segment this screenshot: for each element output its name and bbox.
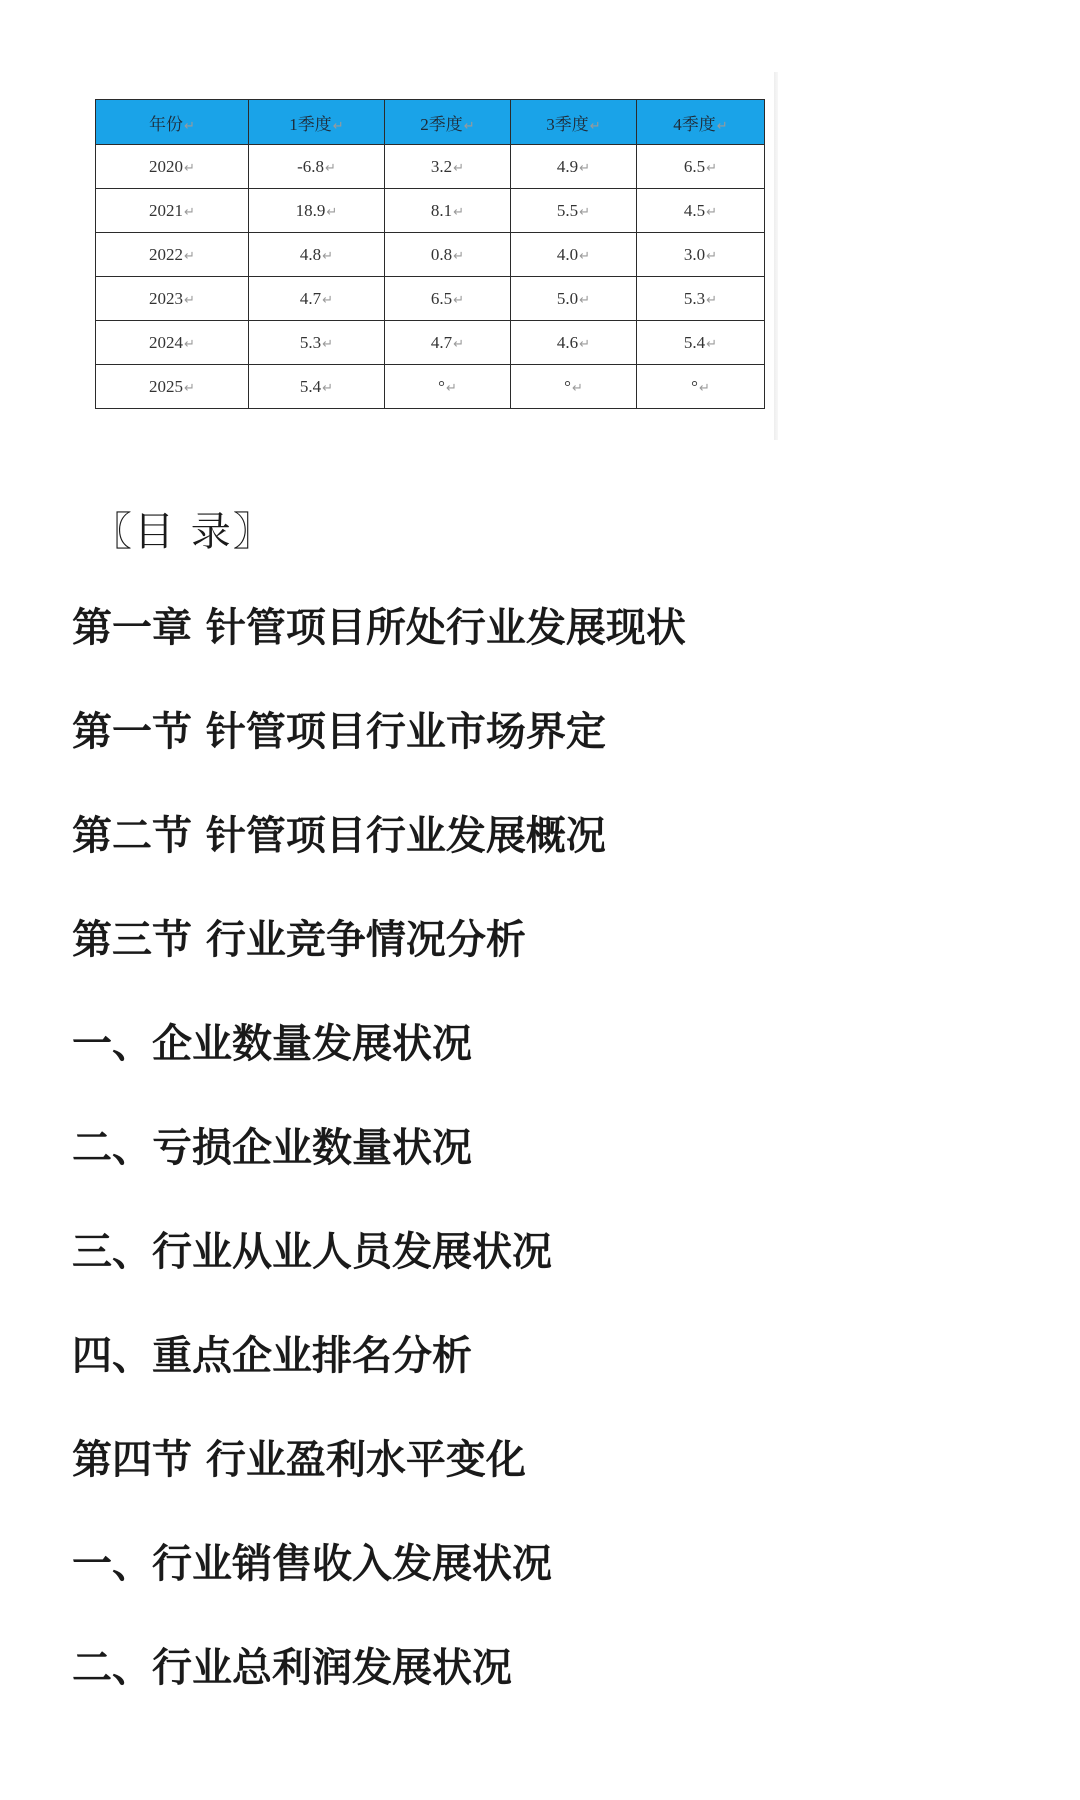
toc-item: 第四节 行业盈利水平变化 bbox=[72, 1437, 526, 1483]
table-row bbox=[96, 189, 765, 233]
cell-text: 4.8 bbox=[299, 244, 322, 264]
return-mark-icon: ↵ bbox=[184, 248, 195, 264]
return-mark-icon: ↵ bbox=[445, 380, 457, 396]
toc-title: 〖目 录〗 bbox=[92, 509, 275, 555]
table-cell bbox=[385, 189, 511, 233]
cell-text: ° bbox=[691, 376, 698, 396]
table-cell bbox=[511, 233, 637, 277]
table-cell bbox=[249, 321, 385, 365]
header-cell-text: 3季度 bbox=[546, 114, 589, 134]
cell-text: 5.0 bbox=[556, 288, 579, 308]
page-edge-shadow bbox=[774, 72, 778, 440]
return-mark-icon: ↵ bbox=[706, 336, 718, 352]
table-cell bbox=[511, 277, 637, 321]
table-cell bbox=[249, 277, 385, 321]
quarterly-data-table-container bbox=[95, 99, 764, 409]
toc-list bbox=[72, 604, 686, 1748]
table-cell bbox=[637, 277, 765, 321]
quarterly-data-table bbox=[95, 99, 765, 409]
return-mark-icon: ↵ bbox=[322, 380, 334, 396]
table-cell bbox=[249, 189, 385, 233]
cell-text: 3.2 bbox=[430, 156, 453, 176]
cell-text: 5.4 bbox=[683, 332, 706, 352]
return-mark-icon: ↵ bbox=[332, 118, 344, 134]
cell-text: 4.7 bbox=[299, 288, 322, 308]
return-mark-icon: ↵ bbox=[579, 248, 591, 264]
cell-text: 5.5 bbox=[556, 200, 579, 220]
return-mark-icon: ↵ bbox=[579, 292, 591, 308]
toc-item: 一、企业数量发展状况 bbox=[72, 1021, 472, 1067]
table-cell bbox=[385, 365, 511, 409]
cell-text: 2020 bbox=[149, 156, 184, 176]
table-cell bbox=[637, 145, 765, 189]
table-cell bbox=[96, 189, 249, 233]
return-mark-icon: ↵ bbox=[706, 292, 718, 308]
header-cell-text: 4季度 bbox=[673, 114, 716, 134]
table-cell bbox=[249, 145, 385, 189]
table-header bbox=[96, 100, 765, 145]
table-cell bbox=[637, 365, 765, 409]
return-mark-icon: ↵ bbox=[698, 380, 710, 396]
cell-text: 5.4 bbox=[299, 376, 322, 396]
cell-text: 4.6 bbox=[556, 332, 579, 352]
return-mark-icon: ↵ bbox=[453, 248, 465, 264]
cell-text: 4.5 bbox=[683, 200, 706, 220]
table-row bbox=[96, 321, 765, 365]
return-mark-icon: ↵ bbox=[184, 292, 195, 308]
return-mark-icon: ↵ bbox=[322, 292, 334, 308]
table-row bbox=[96, 145, 765, 189]
return-mark-icon: ↵ bbox=[579, 160, 591, 176]
return-mark-icon: ↵ bbox=[326, 204, 338, 220]
table-cell bbox=[385, 277, 511, 321]
cell-text: 3.0 bbox=[683, 244, 706, 264]
return-mark-icon: ↵ bbox=[706, 204, 718, 220]
cell-text: 2024 bbox=[149, 332, 184, 352]
cell-text: ° bbox=[564, 376, 571, 396]
table-cell bbox=[511, 321, 637, 365]
table-cell bbox=[96, 321, 249, 365]
toc-item: 第一节 针管项目行业市场界定 bbox=[72, 709, 606, 755]
table-row bbox=[96, 233, 765, 277]
cell-text: 4.9 bbox=[556, 156, 579, 176]
table-row bbox=[96, 277, 765, 321]
return-mark-icon: ↵ bbox=[322, 248, 334, 264]
table-header-row bbox=[96, 100, 765, 145]
table-cell bbox=[637, 321, 765, 365]
toc-item: 四、重点企业排名分析 bbox=[72, 1333, 472, 1379]
return-mark-icon: ↵ bbox=[453, 292, 465, 308]
cell-text: 0.8 bbox=[430, 244, 453, 264]
return-mark-icon: ↵ bbox=[579, 336, 591, 352]
header-cell-year bbox=[96, 100, 249, 145]
table-cell bbox=[96, 233, 249, 277]
table-body bbox=[96, 145, 765, 409]
cell-text: 4.0 bbox=[556, 244, 579, 264]
return-mark-icon: ↵ bbox=[706, 248, 718, 264]
toc-item: 二、行业总利润发展状况 bbox=[72, 1645, 512, 1691]
return-mark-icon: ↵ bbox=[589, 118, 601, 134]
header-cell-q1 bbox=[249, 100, 385, 145]
return-mark-icon: ↵ bbox=[184, 160, 195, 176]
return-mark-icon: ↵ bbox=[322, 336, 334, 352]
cell-text: 8.1 bbox=[430, 200, 453, 220]
cell-text: 2022 bbox=[149, 244, 184, 264]
header-cell-q4 bbox=[637, 100, 765, 145]
table-cell bbox=[96, 365, 249, 409]
cell-text: 5.3 bbox=[299, 332, 322, 352]
table-cell bbox=[96, 277, 249, 321]
cell-text: 2025 bbox=[149, 376, 184, 396]
toc-item: 第一章 针管项目所处行业发展现状 bbox=[72, 605, 686, 651]
return-mark-icon: ↵ bbox=[325, 160, 336, 176]
cell-text: 6.5 bbox=[683, 156, 706, 176]
table-cell bbox=[637, 189, 765, 233]
toc-item: 一、行业销售收入发展状况 bbox=[72, 1541, 552, 1587]
return-mark-icon: ↵ bbox=[184, 204, 195, 220]
toc-item: 第二节 针管项目行业发展概况 bbox=[72, 813, 606, 859]
cell-text: 2021 bbox=[149, 200, 184, 220]
table-cell bbox=[385, 233, 511, 277]
table-cell bbox=[511, 145, 637, 189]
return-mark-icon: ↵ bbox=[453, 336, 465, 352]
cell-text: 5.3 bbox=[683, 288, 706, 308]
return-mark-icon: ↵ bbox=[463, 118, 475, 134]
cell-text: -6.8 bbox=[297, 156, 324, 176]
return-mark-icon: ↵ bbox=[453, 204, 465, 220]
table-cell bbox=[249, 233, 385, 277]
return-mark-icon: ↵ bbox=[579, 204, 591, 220]
cell-text: 6.5 bbox=[430, 288, 453, 308]
return-mark-icon: ↵ bbox=[184, 336, 195, 352]
table-cell bbox=[385, 145, 511, 189]
header-cell-text: 年份 bbox=[149, 114, 184, 134]
table-row bbox=[96, 365, 765, 409]
cell-text: 4.7 bbox=[430, 332, 453, 352]
return-mark-icon: ↵ bbox=[716, 118, 728, 134]
header-cell-text: 1季度 bbox=[289, 114, 332, 134]
toc-item: 第三节 行业竞争情况分析 bbox=[72, 917, 526, 963]
return-mark-icon: ↵ bbox=[706, 160, 718, 176]
return-mark-icon: ↵ bbox=[571, 380, 583, 396]
return-mark-icon: ↵ bbox=[453, 160, 465, 176]
cell-text: ° bbox=[438, 376, 445, 396]
cell-text: 18.9 bbox=[295, 200, 326, 220]
table-cell bbox=[637, 233, 765, 277]
table-cell bbox=[385, 321, 511, 365]
table-cell bbox=[511, 365, 637, 409]
header-cell-text: 2季度 bbox=[420, 114, 463, 134]
return-mark-icon: ↵ bbox=[184, 380, 195, 396]
cell-text: 2023 bbox=[149, 288, 184, 308]
table-cell bbox=[96, 145, 249, 189]
header-cell-q3 bbox=[511, 100, 637, 145]
header-cell-q2 bbox=[385, 100, 511, 145]
table-cell bbox=[511, 189, 637, 233]
table-cell bbox=[249, 365, 385, 409]
toc-item: 三、行业从业人员发展状况 bbox=[72, 1229, 552, 1275]
toc-item: 二、亏损企业数量状况 bbox=[72, 1125, 472, 1171]
return-mark-icon: ↵ bbox=[184, 118, 195, 134]
